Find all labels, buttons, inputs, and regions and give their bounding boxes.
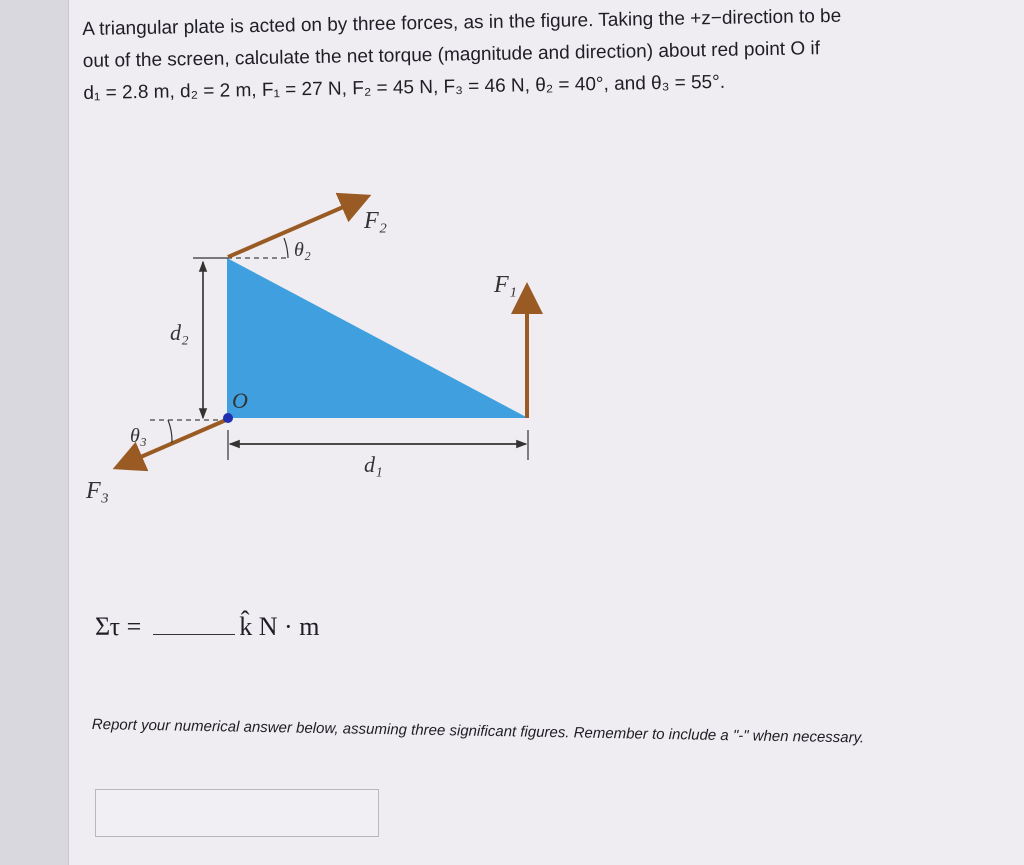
label-F3: F₃ (86, 478, 110, 504)
instruction-note: Report your numerical answer below, assuming three significant figures. Remember to include a "-" when necessary. (91, 716, 865, 747)
pivot-point-O (223, 413, 233, 423)
answer-input[interactable] (95, 789, 379, 837)
problem-line-1: A triangular plate is acted on by three forces, as in the figure. Taking the +z−direction to be (82, 5, 842, 40)
label-d2: d₂ (170, 320, 189, 345)
problem-line-3: d₁ = 2.8 m, d₂ = 2 m, F₁ = 27 N, F₂ = 45 N, F₃ = 46 N, θ₂ = 40°, and θ₃ = 55°. (83, 71, 726, 104)
torque-unit-label: k̂ N · m (239, 612, 320, 641)
label-theta2: θ₂ (294, 239, 311, 261)
label-O: O (232, 388, 248, 413)
theta3-arc (168, 420, 172, 443)
label-F1: F₁ (494, 272, 518, 298)
label-theta3: θ₃ (130, 425, 147, 447)
triangular-plate (227, 258, 528, 418)
problem-line-2: out of the screen, calculate the net torque (magnitude and direction) about red point O if (82, 38, 821, 72)
label-F2: F₂ (364, 208, 388, 234)
label-d1: d₁ (364, 452, 383, 477)
answer-blank (153, 614, 235, 635)
answer-expression (95, 612, 319, 642)
theta2-arc (284, 238, 288, 258)
torque-sum-label: Στ = (95, 612, 142, 641)
